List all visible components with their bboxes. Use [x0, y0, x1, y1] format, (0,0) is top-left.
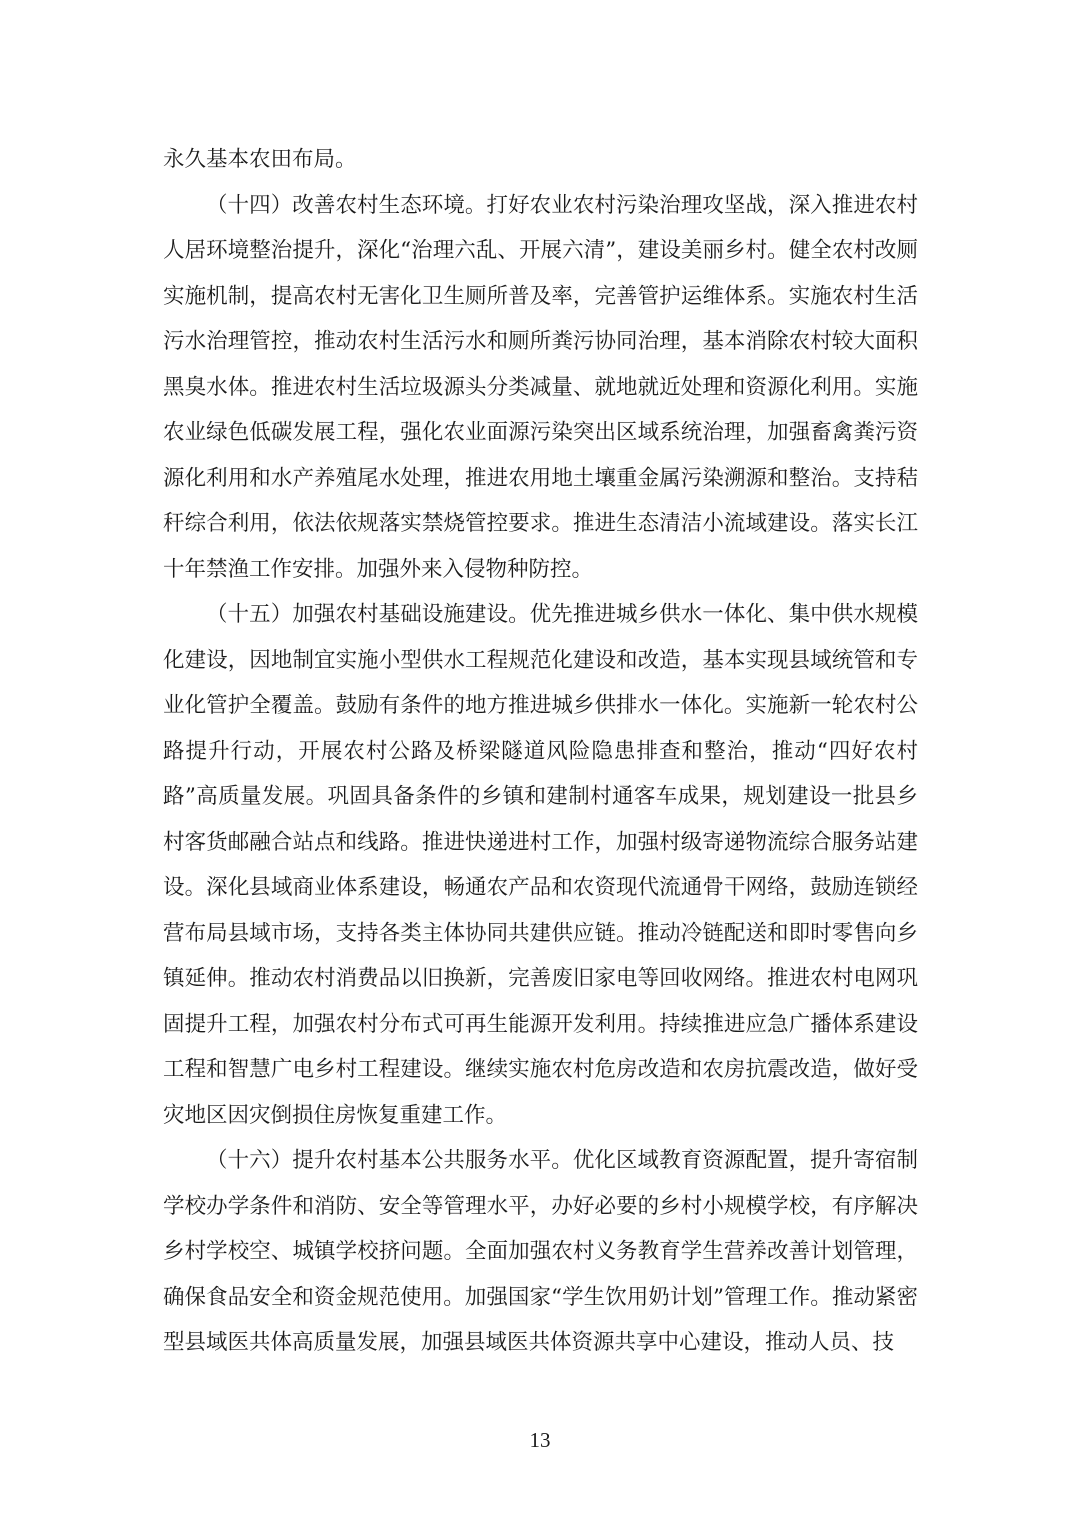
- paragraph-section-15: （十五）加强农村基础设施建设。优先推进城乡供水一体化、集中供水规模化建设，因地制宜实施小型供水工程规范化建设和改造，基本实现县域统管和专业化管护全覆盖。鼓励有条件的地方推进城乡供排水一体化。实施新一轮农村公路提升行动，开展农村公路及桥梁隧道风险隐患排查和整治，推动“四好农村路”高质量发展。巩固具备条件的乡镇和建制村通客车成果，规划建设一批县乡村客货邮融合站点和线路。推进快递进村工作，加强村级寄递物流综合服务站建设。深化县域商业体系建设，畅通农产品和农资现代流通骨干网络，鼓励连锁经营布局县域市场，支持各类主体协同共建供应链。推动冷链配送和即时零售向乡镇延伸。推动农村消费品以旧换新，完善废旧家电等回收网络。推进农村电网巩固提升工程，加强农村分布式可再生能源开发利用。持续推进应急广播体系建设工程和智慧广电乡村工程建设。继续实施农村危房改造和农房抗震改造，做好受灾地区因灾倒损住房恢复重建工作。: [163, 602, 918, 1128]
- document-body: [163, 137, 918, 1366]
- page-number: 13: [529, 1428, 551, 1452]
- paragraph-section-14: （十四）改善农村生态环境。打好农业农村污染治理攻坚战，深入推进农村人居环境整治提升，深化“治理六乱、开展六清”，建设美丽乡村。健全农村改厕实施机制，提高农村无害化卫生厕所普及率，完善管护运维体系。实施农村生活污水治理管控，推动农村生活污水和厕所粪污协同治理，基本消除农村较大面积黑臭水体。推进农村生活垃圾源头分类减量、就地就近处理和资源化利用。实施农业绿色低碳发展工程，强化农业面源污染突出区域系统治理，加强畜禽粪污资源化利用和水产养殖尾水处理，推进农用地土壤重金属污染溯源和整治。支持秸秆综合利用，依法依规落实禁烧管控要求。推进生态清洁小流域建设。落实长江十年禁渔工作安排。加强外来入侵物种防控。: [163, 192, 918, 582]
- paragraph-section-16: （十六）提升农村基本公共服务水平。优化区域教育资源配置，提升寄宿制学校办学条件和消防、安全等管理水平，办好必要的乡村小规模学校，有序解决乡村学校空、城镇学校挤问题。全面加强农村义务教育学生营养改善计划管理，确保食品安全和资金规范使用。加强国家“学生饮用奶计划”管理工作。推动紧密型县域医共体高质量发展，加强县域医共体资源共享中心建设，推动人员、技: [163, 1148, 918, 1355]
- paragraph-continuation: 永久基本农田布局。: [163, 147, 357, 172]
